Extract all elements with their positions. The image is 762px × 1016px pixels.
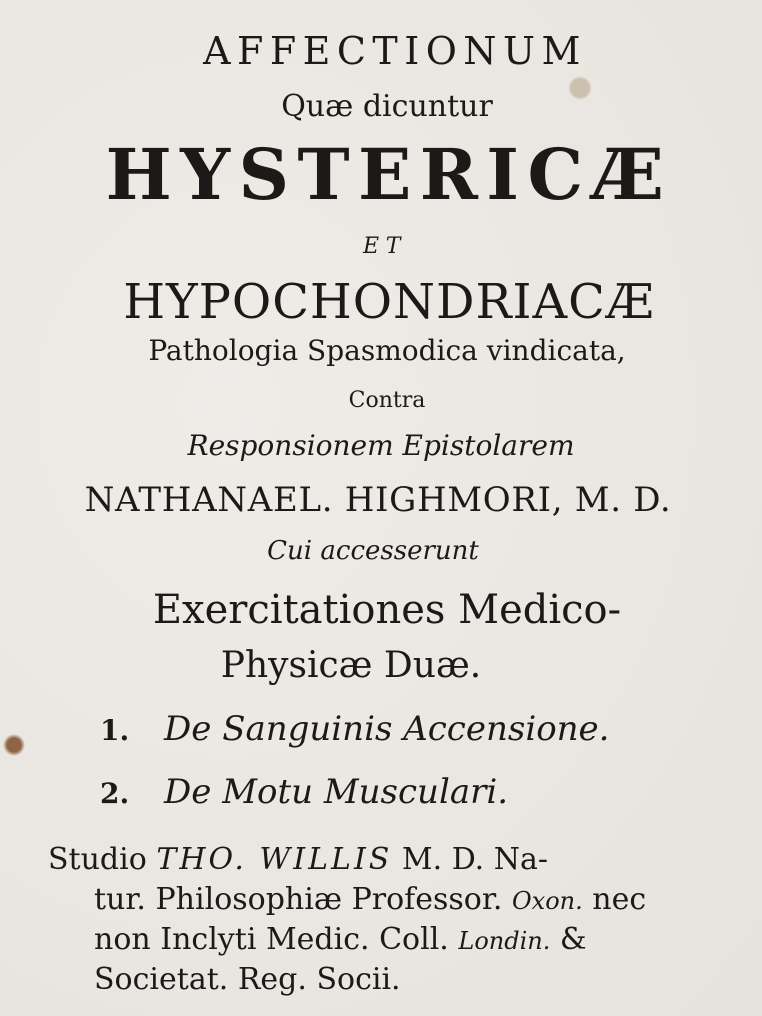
imprint-place: Londin. <box>458 926 551 955</box>
cui-accesserunt: Cui accesserunt <box>267 536 479 566</box>
subtitle-quae-dicuntur: Quæ dicuntur <box>281 89 493 124</box>
highmori-name: NATHANAEL. HIGHMORI, M. D. <box>84 480 672 520</box>
list-text: De Sanguinis Accensione. <box>164 709 610 749</box>
author-degree: M. D. Na- <box>401 842 549 877</box>
imprint-row <box>48 840 688 880</box>
subtitle-pathologia: Pathologia Spasmodica vindicata, <box>148 334 626 367</box>
responsionem-line: Responsionem Epistolarem <box>187 429 575 462</box>
author-name: THO. WILLIS <box>156 842 393 877</box>
imprint-place: Oxon. <box>512 886 583 915</box>
list-number: 2. <box>100 777 130 810</box>
title-line-hystericae: HYSTERICÆ <box>105 133 673 216</box>
imprint-text: Societat. Reg. Socii. <box>94 961 401 997</box>
conjunction-et: ET <box>363 234 407 259</box>
list-item <box>100 772 509 812</box>
imprint-text: nec <box>592 881 647 917</box>
list-text: De Motu Musculari. <box>164 772 509 812</box>
physicae-duae-line: Physicæ Duæ. <box>220 645 482 686</box>
author-imprint <box>48 840 688 1000</box>
imprint-text: & <box>559 921 587 957</box>
imprint-text: tur. Philosophiæ Professor. <box>94 881 503 917</box>
title-line-hypochondriacae: HYPOCHONDRIACÆ <box>123 274 655 330</box>
imprint-row <box>48 960 688 1000</box>
list-item <box>100 709 610 749</box>
word-contra: Contra <box>348 388 426 413</box>
imprint-text: non Inclyti Medic. Coll. <box>94 921 449 957</box>
exercitationes-line: Exercitationes Medico- <box>152 587 622 633</box>
imprint-row <box>48 880 688 920</box>
imprint-row <box>48 920 688 960</box>
studio-prefix: Studio <box>48 842 147 877</box>
title-line-affectionum: AFFECTIONUM <box>203 29 587 73</box>
list-number: 1. <box>100 714 130 747</box>
